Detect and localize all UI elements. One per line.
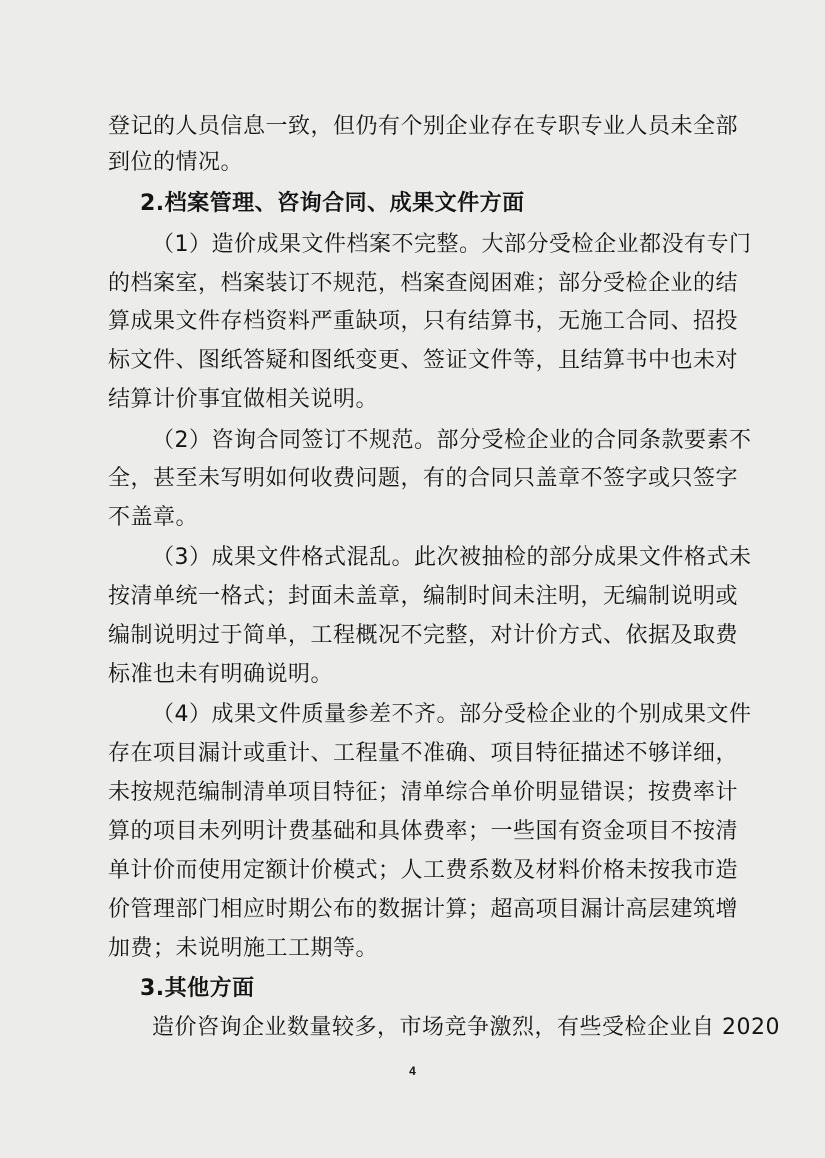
paragraph-line: 未按规范编制清单项目特征；清单综合单价明显错误；按费率计 [108, 780, 739, 805]
page-number: 4 [409, 1064, 416, 1078]
paragraph-line: 到位的情况。 [108, 150, 244, 175]
paragraph-line: （2）咨询合同签订不规范。部分受检企业的合同条款要素不 [152, 428, 752, 453]
paragraph-line: 算成果文件存档资料严重缺项，只有结算书，无施工合同、招投 [108, 309, 739, 334]
paragraph-line: 标准也未有明确说明。 [108, 662, 334, 687]
section-heading: 3.其他方面 [140, 976, 255, 1001]
paragraph-line: 按清单统一格式；封面未盖章，编制时间未注明，无编制说明或 [108, 584, 739, 609]
section-heading: 2.档案管理、咨询合同、成果文件方面 [140, 191, 525, 216]
paragraph-line: （4）成果文件质量参差不齐。部分受检企业的个别成果文件 [152, 702, 752, 727]
paragraph-line: 的档案室，档案装订不规范，档案查阅困难；部分受检企业的结 [108, 271, 739, 296]
paragraph-line: 加费；未说明施工工期等。 [108, 936, 379, 961]
paragraph-line: 价管理部门相应时期公布的数据计算；超高项目漏计高层建筑增 [108, 897, 739, 922]
paragraph-line: 单计价而使用定额计价模式；人工费系数及材料价格未按我市造 [108, 858, 739, 883]
paragraph-line: （3）成果文件格式混乱。此次被抽检的部分成果文件格式未 [152, 545, 752, 570]
paragraph-line: （1）造价成果文件档案不完整。大部分受检企业都没有专门 [152, 232, 752, 257]
paragraph-line: 登记的人员信息一致，但仍有个别企业存在专职专业人员未全部 [108, 114, 739, 139]
paragraph-line: 标文件、图纸答疑和图纸变更、签证文件等，且结算书中也未对 [108, 348, 739, 373]
paragraph-line: 造价咨询企业数量较多，市场竞争激烈，有些受检企业自 2020 [152, 1015, 780, 1040]
paragraph-line: 不盖章。 [108, 505, 199, 530]
paragraph-line: 编制说明过于简单，工程概况不完整，对计价方式、依据及取费 [108, 623, 739, 648]
paragraph-line: 结算计价事宜做相关说明。 [108, 387, 379, 412]
paragraph-line: 存在项目漏计或重计、工程量不准确、项目特征描述不够详细， [108, 741, 739, 766]
paragraph-line: 全，甚至未写明如何收费问题，有的合同只盖章不签字或只签字 [108, 466, 739, 491]
paragraph-line: 算的项目未列明计费基础和具体费率；一些国有资金项目不按清 [108, 819, 739, 844]
